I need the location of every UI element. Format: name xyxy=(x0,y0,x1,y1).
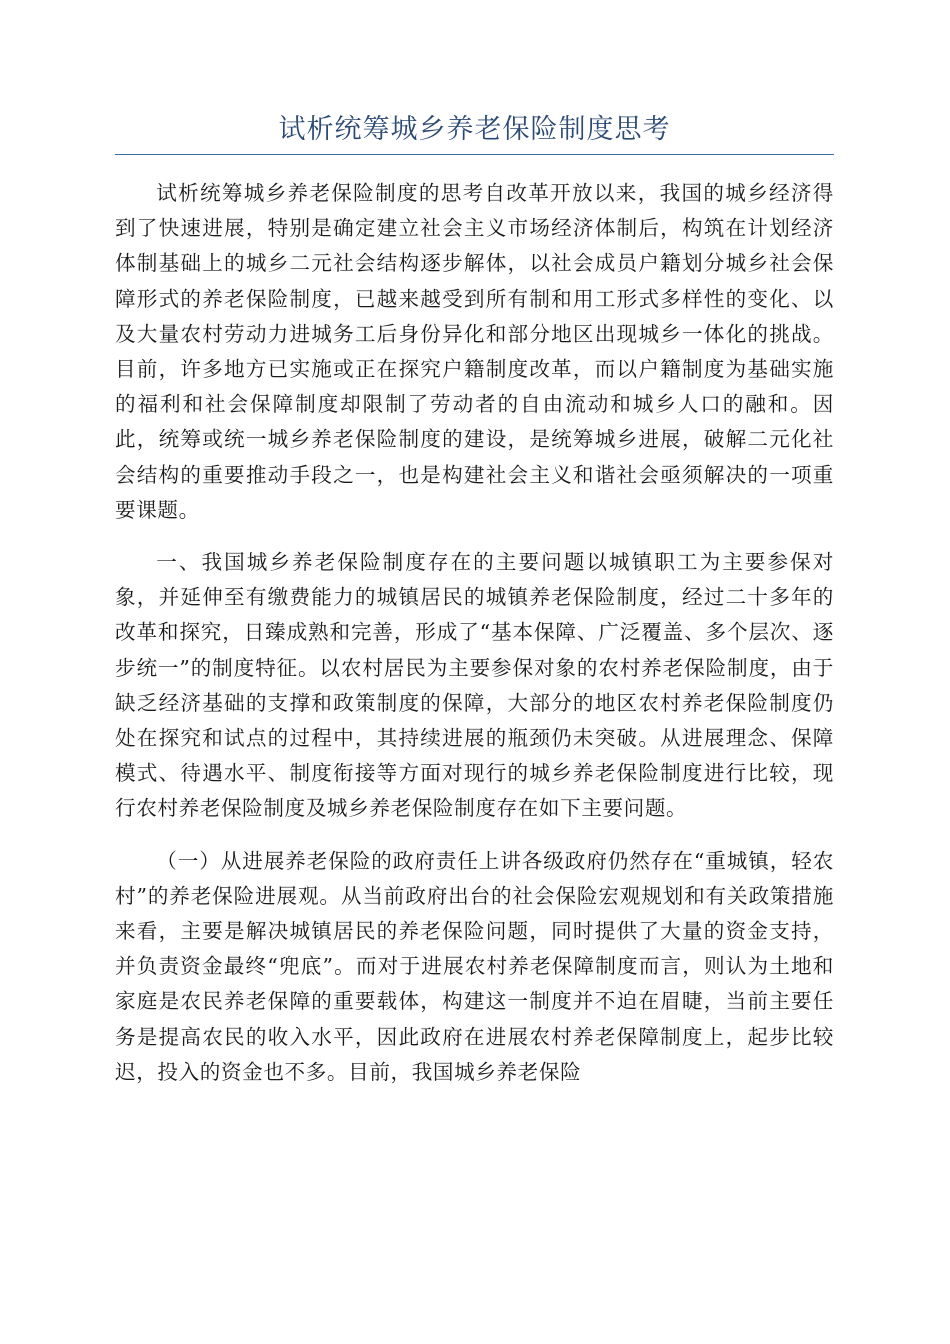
title-underline xyxy=(115,154,834,155)
paragraph-subsection-one: （一）从进展养老保险的政府责任上讲各级政府仍然存在“重城镇，轻农村”的养老保险进展观。从当前政府出台的社会保险宏观规划和有关政策措施来看，主要是解决城镇居民的养老保险问题，同时提供了大量的资金支持，并负责资金最终“兜底”。而对于进展农村养老保障制度而言，则认为土地和家庭是农民养老保障的重要载体，构建这一制度并不迫在眉睫，当前主要任务是提高农民的收入水平，因此政府在进展农村养老保障制度上，起步比较迟，投入的资金也不多。目前，我国城乡养老保险 xyxy=(115,848,834,1084)
paragraph-section-one: 一、我国城乡养老保险制度存在的主要问题以城镇职工为主要参保对象，并延伸至有缴费能力的城镇居民的城镇养老保险制度，经过二十多年的改革和探究，日臻成熟和完善，形成了“基本保障、广泛覆盖、多个层次、逐步统一”的制度特征。以农村居民为主要参保对象的农村养老保险制度，由于缺乏经济基础的支撑和政策制度的保障，大部分的地区农村养老保险制度仍处在探究和试点的过程中，其持续进展的瓶颈仍未突破。从进展理念、保障模式、待遇水平、制度衔接等方面对现行的城乡养老保险制度进行比较，现行农村养老保险制度及城乡养老保险制度存在如下主要问题。 xyxy=(115,550,834,821)
document-title: 试析统筹城乡养老保险制度思考 xyxy=(278,114,671,145)
paragraph-intro: 试析统筹城乡养老保险制度的思考自改革开放以来，我国的城乡经济得到了快速进展，特别是确定建立社会主义市场经济体制后，构筑在计划经济体制基础上的城乡二元社会结构逐步解体，以社会成员户籍划分城乡社会保障形式的养老保险制度，已越来越受到所有制和用工形式多样性的变化、以及大量农村劳动力进城务工后身份异化和部分地区出现城乡一体化的挑战。目前，许多地方已实施或正在探究户籍制度改革，而以户籍制度为基础实施的福利和社会保障制度却限制了劳动者的自由流动和城乡人口的融和。因此，统筹或统一城乡养老保险制度的建设，是统筹城乡进展，破解二元化社会结构的重要推动手段之一，也是构建社会主义和谐社会亟须解决的一项重要课题。 xyxy=(115,181,834,522)
document-body xyxy=(115,176,834,1107)
